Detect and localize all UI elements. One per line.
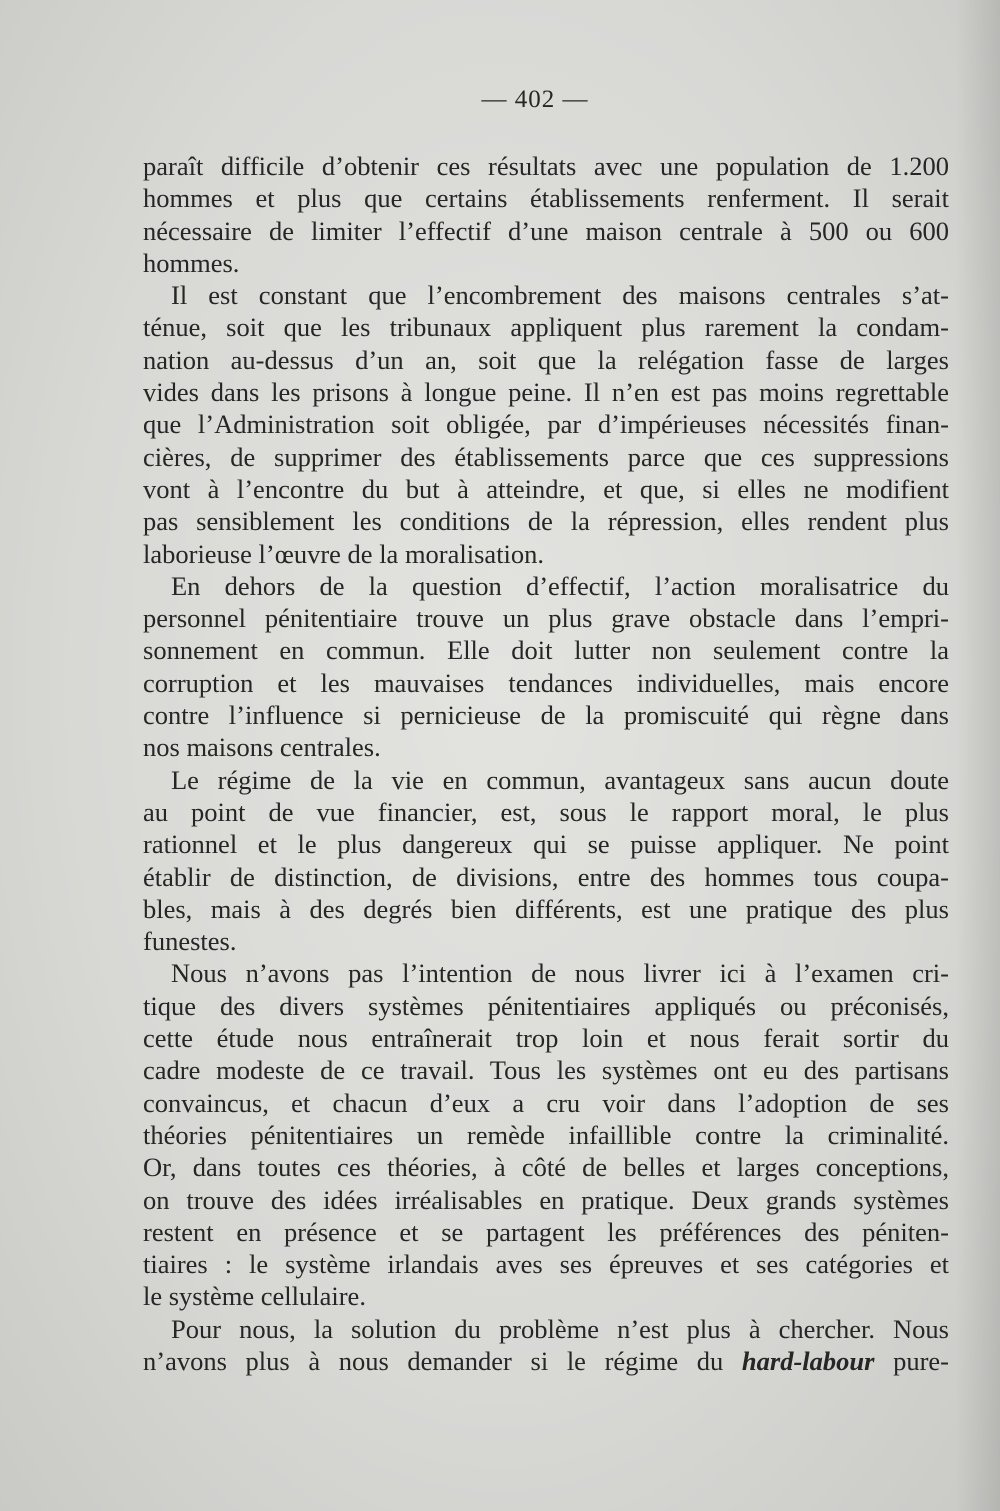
text-line: nécessaire de limiter l’effectif d’une maison centrale à 500 ou 600 <box>143 215 949 246</box>
text-line: funestes. <box>143 926 237 957</box>
text-line: tique des divers systèmes pénitentiaires appliqués ou préconisés, <box>143 990 949 1021</box>
text-line: nation au-dessus d’un an, soit que la relégation fasse de larges <box>143 344 949 375</box>
text-line: cette étude nous entraînerait trop loin et nous ferait sortir du <box>143 1023 949 1054</box>
paragraph-start-line: Il est constant que l’encombrement des maisons centrales s’at- <box>171 280 949 311</box>
page-edge-shadow <box>955 0 1000 1511</box>
page-number: — 402 — <box>481 86 589 113</box>
text-line: on trouve des idées irréalisables en pratique. Deux grands systèmes <box>143 1184 949 1215</box>
text-line: nos maisons centrales. <box>143 732 381 763</box>
paragraph-start-line: Nous n’avons pas l’intention de nous livrer ici à l’examen cri- <box>171 958 949 989</box>
text-line: théories pénitentiaires un remède infaillible contre la criminalité. <box>143 1119 949 1150</box>
text-segment: n’avons plus à nous demander si le régime du <box>143 1345 742 1376</box>
text-line: vont à l’encontre du but à atteindre, et que, si elles ne modifient <box>143 473 949 504</box>
paragraph-start-line: En dehors de la question d’effectif, l’action moralisatrice du <box>171 570 949 601</box>
text-line: établir de distinction, de divisions, entre des hommes tous coupa- <box>143 861 949 892</box>
text-line: rationnel et le plus dangereux qui se puisse appliquer. Ne point <box>143 829 949 860</box>
text-line: bles, mais à des degrés bien différents, est une pratique des plus <box>143 893 949 924</box>
text-line: cadre modeste de ce travail. Tous les systèmes ont eu des partisans <box>143 1055 949 1086</box>
text-line: corruption et les mauvaises tendances individuelles, mais encore <box>143 667 949 698</box>
text-line: au point de vue financier, est, sous le rapport moral, le plus <box>143 796 949 827</box>
text-line: ténue, soit que les tribunaux appliquent plus rarement la condam- <box>143 312 949 343</box>
text-line: contre l’influence si pernicieuse de la promiscuité qui règne dans <box>143 700 949 731</box>
text-line: convaincus, et chacun d’eux a cru voir dans l’adoption de ses <box>143 1087 949 1118</box>
text-line: restent en présence et se partagent les préférences des péniten- <box>143 1216 949 1247</box>
text-line: hommes et plus que certains établissements renferment. Il serait <box>143 183 949 214</box>
text-line: cières, de supprimer des établissements parce que ces suppressions <box>143 441 949 472</box>
text-line: vides dans les prisons à longue peine. Il n’en est pas moins regrettable <box>143 377 949 408</box>
paragraph-start-line: Pour nous, la solution du problème n’est plus à chercher. Nous <box>171 1313 949 1344</box>
text-line: que l’Administration soit obligée, par d’impérieuses nécessités finan- <box>143 409 949 440</box>
italic-term: hard-labour <box>741 1345 875 1376</box>
text-line: paraît difficile d’obtenir ces résultats avec une population de 1.200 <box>143 151 949 181</box>
text-line: sonnement en commun. Elle doit lutter non seulement contre la <box>143 635 949 666</box>
text-line: tiaires : le système irlandais aves ses épreuves et ses catégories et <box>143 1249 949 1280</box>
text-line: le système cellulaire. <box>143 1281 366 1312</box>
text-line: laborieuse l’œuvre de la moralisation. <box>143 538 545 569</box>
text-line: pas sensiblement les conditions de la répression, elles rendent plus <box>143 506 949 537</box>
text-line: Or, dans toutes ces théories, à côté de belles et larges conceptions, <box>143 1152 949 1183</box>
paragraph-start-line: Le régime de la vie en commun, avantageux sans aucun doute <box>171 764 949 795</box>
text-line-with-italic <box>143 1345 949 1377</box>
text-line: personnel pénitentiaire trouve un plus grave obstacle dans l’empri- <box>143 603 949 634</box>
text-segment: pure- <box>874 1345 949 1376</box>
body-text <box>143 150 949 1377</box>
text-line: hommes. <box>143 247 240 278</box>
